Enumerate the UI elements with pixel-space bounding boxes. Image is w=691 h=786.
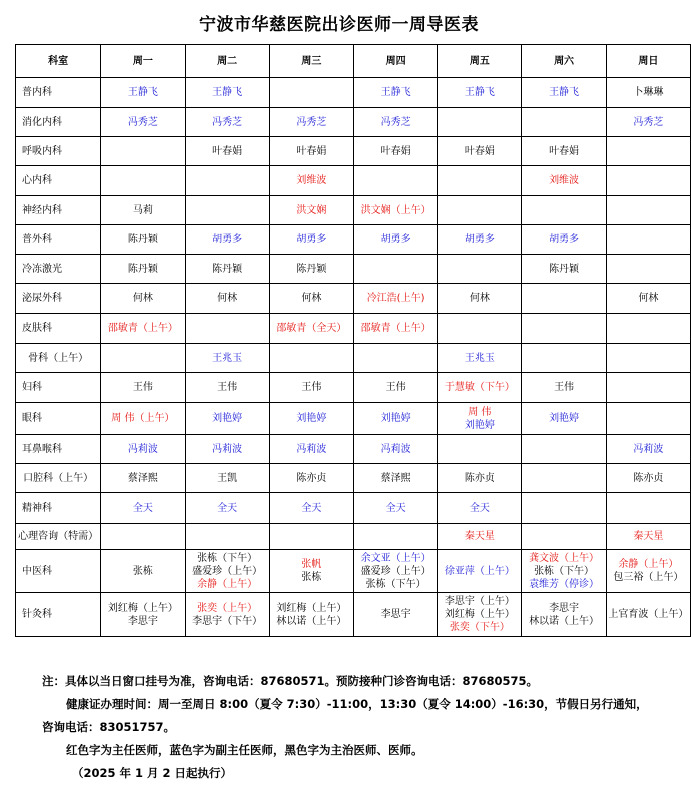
doctor-entry: 王伟 [301,382,322,393]
schedule-cell [269,593,353,637]
dept-cell: 消化内科 [16,108,101,137]
doctor-entry: 胡勇多 [212,234,243,245]
schedule-cell [438,493,522,524]
schedule-cell [522,464,606,493]
doctor-entry: 全天 [469,502,490,514]
schedule-cell [185,108,269,137]
doctor-entry: 冷江浩(上午) [366,293,425,304]
schedule-cell [606,373,690,403]
doctor-entry: 冯秀芝 [212,116,243,128]
doctor-entry: 胡勇多 [549,234,580,245]
doctor-entry: 叶春娟 [464,145,495,157]
dept-cell: 呼吸内科 [16,137,101,166]
doctor-entry: 周 伟（上午） [111,413,175,424]
schedule-cell [522,344,606,373]
schedule-cell [522,550,606,593]
schedule-cell [101,403,185,435]
schedule-cell [269,493,353,524]
doctor-entry: 叶春娟 [296,145,327,157]
table-row [16,550,691,593]
doctor-entry: 余文亚（上午） [360,552,431,564]
doctor-entry: 全天 [301,502,322,514]
doctor-entry: 刘维波 [549,175,580,186]
schedule-cell [353,435,437,464]
schedule-cell [185,524,269,550]
schedule-cell [438,137,522,166]
doctor-entry: 陈亦贞 [296,472,327,484]
doctor-entry: 蔡泽熙 [127,472,158,484]
doctor-entry: 陈亦贞 [464,472,495,484]
schedule-cell [101,344,185,373]
doctor-entry: 张栋（下午） [197,552,258,564]
doctor-entry: 刘红梅（上午） [444,609,515,620]
note-line-3: 咨询电话：83051757。 [42,720,176,734]
schedule-cell [522,435,606,464]
schedule-cell [101,593,185,637]
schedule-cell [438,78,522,108]
doctor-entry: 王伟 [385,382,406,393]
schedule-cell [353,464,437,493]
dept-cell: 口腔科（上午） [16,464,101,493]
schedule-cell [269,373,353,403]
doctor-entry: 邵敏青（上午） [360,323,431,334]
dept-cell: 妇科 [16,373,101,403]
doctor-entry: 冯秀芝 [633,116,664,128]
schedule-cell [185,255,269,284]
table-row [16,255,691,284]
schedule-cell [438,344,522,373]
schedule-cell [101,435,185,464]
schedule-cell [353,344,437,373]
doctor-entry: 洪文娴 [296,204,327,216]
header-mon: 周一 [101,45,185,78]
doctor-entry: 包三裕（上午） [613,572,684,583]
schedule-cell [353,593,437,637]
schedule-cell [101,255,185,284]
note-line-5: （2025 年 1 月 2 日起执行） [72,766,233,780]
table-row [16,196,691,225]
doctor-entry: 李思宇（下午） [192,615,263,627]
schedule-cell [606,225,690,255]
schedule-cell [606,403,690,435]
doctor-entry: 冯莉波 [633,443,664,455]
notes [42,670,662,785]
schedule-cell [101,493,185,524]
doctor-entry: 叶春娟 [549,145,580,157]
doctor-entry: 李思宇 [549,602,580,614]
schedule-cell [185,464,269,493]
schedule-cell [269,196,353,225]
schedule-cell [269,284,353,314]
schedule-cell [522,403,606,435]
doctor-entry: 邵敏青（上午） [107,323,178,334]
schedule-cell [269,108,353,137]
schedule-cell [185,196,269,225]
dept-cell: 眼科 [16,403,101,435]
header-fri: 周五 [438,45,522,78]
doctor-entry: 徐亚萍（上午） [444,565,515,577]
header-thu: 周四 [353,45,437,78]
schedule-cell [185,493,269,524]
schedule-cell [269,166,353,196]
doctor-entry: 张栋（下午） [534,565,595,577]
doctor-entry: 刘艳婷 [296,413,327,424]
doctor-entry: 李思宇 [380,609,411,620]
doctor-entry: 陈丹颖 [212,263,243,275]
schedule-cell [438,464,522,493]
doctor-entry: 盛爱珍（上午） [360,565,431,577]
schedule-cell [185,137,269,166]
doctor-entry: 王伟 [217,382,238,393]
doctor-entry: 全天 [385,502,406,514]
doctor-entry: 李思宇（上午） [444,596,515,607]
note-line-1: 注：具体以当日窗口挂号为准，咨询电话：87680571。预防接种门诊咨询电话：87680575。 [42,674,539,688]
header-sat: 周六 [522,45,606,78]
dept-cell: 泌尿外科 [16,284,101,314]
schedule-cell [101,524,185,550]
doctor-entry: 何林 [217,293,238,304]
header-row [16,45,691,78]
schedule-cell [522,137,606,166]
doctor-entry: 冯莉波 [296,443,327,455]
table-row [16,78,691,108]
doctor-entry: 刘红梅（上午） [107,602,178,614]
schedule-cell [269,435,353,464]
doctor-entry: 王兆玉 [212,352,243,364]
doctor-entry: 叶春娟 [380,145,411,157]
table-row [16,464,691,493]
doctor-entry: 刘艳婷 [212,413,243,424]
table-row [16,403,691,435]
schedule-cell [101,464,185,493]
doctor-entry: 陈丹颖 [296,263,327,275]
doctor-entry: 洪文娴（上午） [360,204,431,216]
table-row [16,137,691,166]
dept-cell: 普外科 [16,225,101,255]
schedule-cell [185,225,269,255]
doctor-entry: 王静飞 [212,87,243,98]
schedule-cell [438,225,522,255]
schedule-cell [606,464,690,493]
table-row [16,108,691,137]
doctor-entry: 全天 [217,502,238,514]
doctor-entry: 王伟 [554,382,575,393]
schedule-cell [438,435,522,464]
doctor-entry: 全天 [132,502,153,514]
schedule-cell [438,550,522,593]
table-row [16,373,691,403]
schedule-cell [101,78,185,108]
schedule-cell [522,314,606,344]
doctor-entry: 张栋（下午） [365,578,426,590]
schedule-cell [353,108,437,137]
schedule-cell [101,284,185,314]
doctor-entry: 周 伟 [468,406,492,418]
doctor-entry: 余静（上午） [618,559,679,570]
table-row [16,284,691,314]
schedule-cell [269,464,353,493]
page-title: 宁波市华慈医院出诊医师一周导医表 [199,15,479,35]
note-line-2: 健康证办理时间：周一至周日 8:00（夏令 7:30）-11:00，13:30（夏令 14:00）-16:30，节假日另行通知， [66,697,648,711]
schedule-cell [353,166,437,196]
doctor-entry: 张栋 [132,565,153,577]
doctor-entry: 王静飞 [464,87,495,98]
doctor-entry: 卜琳琳 [633,87,664,98]
schedule-cell [522,593,606,637]
schedule-cell [522,524,606,550]
schedule-cell [353,255,437,284]
schedule-cell [269,344,353,373]
schedule-cell [606,593,690,637]
schedule-cell [353,137,437,166]
doctor-entry: 林以诺（上午） [276,615,347,627]
doctor-entry: 叶春娟 [212,145,243,157]
dept-cell: 耳鼻喉科 [16,435,101,464]
doctor-entry: 王静飞 [380,87,411,98]
doctor-entry: 刘艳婷 [549,413,580,424]
table-row [16,166,691,196]
table-row [16,435,691,464]
schedule-cell [101,225,185,255]
schedule-cell [353,550,437,593]
doctor-entry: 陈丹颖 [127,263,158,275]
dept-cell: 心理咨询（特需） [16,524,101,550]
schedule-cell [438,284,522,314]
table-row [16,225,691,255]
schedule-cell [438,255,522,284]
schedule-body [16,78,691,637]
schedule-cell [185,284,269,314]
schedule-cell [522,284,606,314]
schedule-cell [101,314,185,344]
schedule-cell [522,196,606,225]
schedule-cell [185,314,269,344]
dept-cell: 普内科 [16,78,101,108]
doctor-entry: 胡勇多 [296,234,327,245]
schedule-cell [101,166,185,196]
doctor-entry: 张栋 [301,572,322,583]
dept-cell: 神经内科 [16,196,101,225]
doctor-entry: 王静飞 [127,87,158,98]
doctor-entry: 刘维波 [296,175,327,186]
dept-cell: 心内科 [16,166,101,196]
doctor-entry: 李思宇 [127,615,158,627]
schedule-cell [269,524,353,550]
schedule-cell [522,493,606,524]
doctor-entry: 胡勇多 [380,234,411,245]
doctor-entry: 陈亦贞 [633,472,664,484]
doctor-entry: 上官育波（上午） [608,609,689,620]
schedule-cell [353,524,437,550]
schedule-table [15,44,691,637]
schedule-cell [269,78,353,108]
doctor-entry: 张帆 [301,559,322,570]
schedule-cell [353,284,437,314]
schedule-cell [353,403,437,435]
schedule-cell [353,78,437,108]
schedule-cell [522,255,606,284]
doctor-entry: 秦天星 [633,531,664,542]
doctor-entry: 冯秀芝 [296,116,327,128]
doctor-entry: 袁维芳（停诊） [529,578,600,590]
schedule-cell [522,166,606,196]
dept-cell: 中医科 [16,550,101,593]
note-line-4: 红色字为主任医师，蓝色字为副主任医师，黑色字为主治医师、医师。 [66,743,423,757]
doctor-entry: 冯莉波 [127,443,158,455]
schedule-cell [269,225,353,255]
schedule-cell [522,108,606,137]
schedule-cell [522,225,606,255]
doctor-entry: 王静飞 [549,87,580,98]
schedule-cell [606,284,690,314]
schedule-cell [101,550,185,593]
schedule-cell [185,550,269,593]
schedule-cell [269,403,353,435]
schedule-cell [101,108,185,137]
doctor-entry: 秦天星 [464,531,495,542]
doctor-entry: 盛爱珍（上午） [192,565,263,577]
schedule-cell [353,225,437,255]
schedule-cell [438,524,522,550]
doctor-entry: 于慧敏（下午） [444,382,515,393]
schedule-cell [606,493,690,524]
doctor-entry: 何林 [469,293,490,304]
schedule-cell [185,403,269,435]
header-dept: 科室 [16,45,101,78]
schedule-cell [101,137,185,166]
schedule-cell [353,493,437,524]
schedule-cell [606,524,690,550]
schedule-cell [606,314,690,344]
schedule-cell [522,78,606,108]
doctor-entry: 王凯 [217,472,238,484]
schedule-cell [185,344,269,373]
doctor-entry: 冯秀芝 [380,116,411,128]
dept-cell: 皮肤科 [16,314,101,344]
schedule-cell [269,137,353,166]
doctor-entry: 邵敏青（全天） [276,323,347,334]
table-row [16,524,691,550]
table-row [16,593,691,637]
header-tue: 周二 [185,45,269,78]
schedule-cell [185,435,269,464]
header-wed: 周三 [269,45,353,78]
schedule-cell [101,373,185,403]
schedule-cell [438,108,522,137]
table-row [16,344,691,373]
schedule-cell [353,314,437,344]
table-row [16,314,691,344]
schedule-cell [438,166,522,196]
schedule-cell [438,314,522,344]
doctor-entry: 刘艳婷 [464,419,495,431]
doctor-entry: 张奕（上午） [197,602,258,614]
dept-cell: 精神科 [16,493,101,524]
doctor-entry: 冯秀芝 [127,116,158,128]
schedule-cell [606,255,690,284]
doctor-entry: 何林 [301,293,322,304]
schedule-cell [353,373,437,403]
doctor-entry: 刘红梅（上午） [276,602,347,614]
schedule-cell [269,550,353,593]
schedule-cell [438,196,522,225]
schedule-cell [185,373,269,403]
doctor-entry: 刘艳婷 [380,413,411,424]
dept-cell: 针灸科 [16,593,101,637]
schedule-cell [269,255,353,284]
doctor-entry: 胡勇多 [464,234,495,245]
schedule-cell [185,166,269,196]
schedule-cell [353,196,437,225]
schedule-cell [606,550,690,593]
header-sun: 周日 [606,45,690,78]
dept-cell: 冷冻激光 [16,255,101,284]
doctor-entry: 蔡泽熙 [380,472,411,484]
doctor-entry: 何林 [638,293,659,304]
schedule-cell [606,435,690,464]
doctor-entry: 王伟 [132,382,153,393]
doctor-entry: 陈丹颖 [127,234,158,245]
schedule-cell [606,78,690,108]
doctor-entry: 张奕（下午） [449,622,510,633]
doctor-entry: 龚文波（上午） [529,552,600,564]
schedule-cell [438,373,522,403]
table-row [16,493,691,524]
doctor-entry: 马莉 [132,204,153,216]
doctor-entry: 冯莉波 [212,443,243,455]
schedule-cell [606,108,690,137]
doctor-entry: 冯莉波 [380,443,411,455]
doctor-entry: 何林 [132,293,153,304]
schedule-cell [606,137,690,166]
schedule-cell [438,403,522,435]
schedule-cell [185,593,269,637]
schedule-cell [438,593,522,637]
schedule-cell [606,344,690,373]
doctor-entry: 陈丹颖 [549,263,580,275]
schedule-cell [185,78,269,108]
schedule-cell [269,314,353,344]
schedule-cell [101,196,185,225]
schedule-cell [606,196,690,225]
schedule-cell [606,166,690,196]
doctor-entry: 王兆玉 [464,352,495,364]
doctor-entry: 林以诺（上午） [529,615,600,627]
doctor-entry: 余静（上午） [197,578,258,590]
dept-cell: 骨科（上午） [16,344,101,373]
schedule-cell [522,373,606,403]
